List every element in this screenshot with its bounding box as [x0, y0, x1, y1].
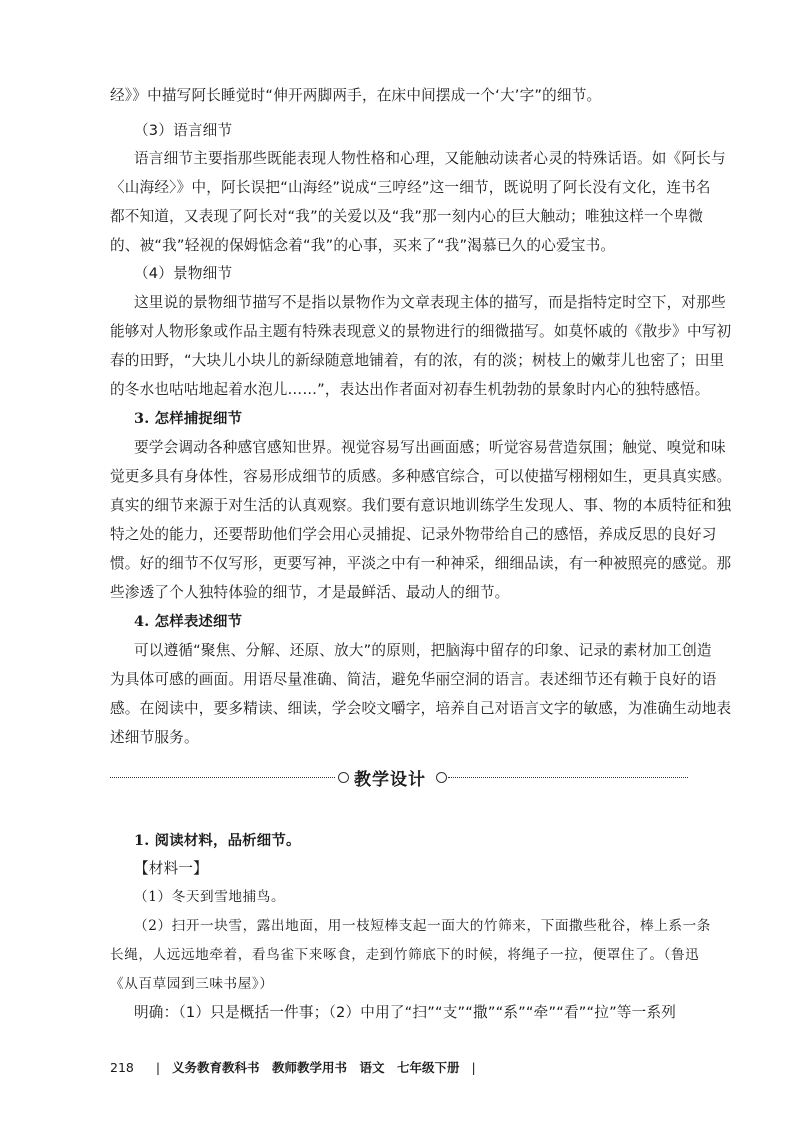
paragraph-line: 这里说的景物细节描写不是指以景物作为文章表现主体的描写，而是指特定时空下，对那些 — [134, 294, 726, 311]
heading-how-to-express: 4. 怎样表述细节 — [134, 613, 243, 630]
material-label: 【材料一】 — [134, 860, 208, 877]
paragraph-line: 述细节服务。 — [110, 729, 199, 746]
paragraph-line: 惯。好的细节不仅写形，更要写神，平淡之中有一种神采，细细品读，有一种被照亮的感觉。那 — [110, 555, 732, 572]
paragraph-line: 觉更多具有身体性，容易形成细节的质感。多种感官综合，可以使描写栩栩如生，更具真实感。 — [110, 468, 732, 485]
material-line: 《从百草园到三味书屋》） — [110, 976, 274, 992]
paragraph-line: 语言细节主要指那些既能表现人物性格和心理，又能触动读者心灵的特殊话语。如《阿长与 — [134, 150, 726, 167]
paragraph-line: 特之处的能力，还要帮助他们学会用心灵捕捉、记录外物带给自己的感悟，养成反思的良好习 — [110, 526, 717, 543]
clarification-line: 明确：（1）只是概括一件事；（2）中用了“扫”“支”“撒”“系”“牵”“看”“拉”等一系列 — [134, 1004, 677, 1021]
paragraph-line: 都不知道，又表现了阿长对“我”的关爱以及“我”那一刻内心的巨大触动；唯独这样一个卑微 — [110, 208, 704, 225]
material-line: （1）冬天到雪地捕鸟。 — [134, 889, 286, 905]
subheading-language-detail: （3）语言细节 — [134, 122, 233, 139]
paragraph-line: 经》》中描写阿长睡觉时“伸开两脚两手，在床中间摆成一个‘大’字”的细节。 — [110, 87, 602, 104]
paragraph-line: 的、被“我”轻视的保姆惦念着“我”的心事，买来了“我”渴慕已久的心爱宝书。 — [110, 237, 616, 254]
page-footer — [110, 1058, 484, 1076]
section-title: 教学设计 — [354, 770, 426, 790]
paragraph-line: 〈山海经〉》中，阿长误把“山海经”说成“三哼经”这一细节，既说明了阿长没有文化，连书名 — [110, 179, 711, 196]
paragraph-line: 感。在阅读中，要多精读、细读，学会咬文嚼字，培养自己对语言文字的敏感，为准确生动地表 — [110, 700, 732, 717]
paragraph-line: 要学会调动各种感官感知世界。视觉容易写出画面感；听觉容易营造氛围；触觉、嗅觉和味 — [134, 439, 726, 456]
paragraph-line: 真实的细节来源于对生活的认真观察。我们要有意识地训练学生发现人、事、物的本质特征和独 — [110, 497, 732, 514]
paragraph-line: 春的田野，“大块儿小块儿的新绿随意地铺着，有的浓，有的淡；树枝上的嫩芽儿也密了；田里 — [110, 352, 725, 369]
footer-separator: | — [471, 1060, 476, 1075]
page-number: 218 — [110, 1060, 134, 1075]
material-line: （2）扫开一块雪，露出地面，用一枝短棒支起一面大的竹筛来，下面撒些秕谷，棒上系一条 — [134, 918, 711, 934]
divider-dotted-rule-left — [110, 777, 335, 778]
paragraph-line: 些渗透了个人独特体验的细节，才是最鲜活、最动人的细节。 — [110, 584, 510, 601]
paragraph-line: 为具体可感的画面。用语尽量准确、简洁，避免华丽空洞的语言。表述细节还有赖于良好的语 — [110, 671, 717, 688]
paragraph-line: 可以遵循“聚焦、分解、还原、放大”的原则，把脑海中留存的印象、记录的素材加工创造 — [134, 642, 712, 659]
divider-circle-icon — [436, 772, 447, 783]
subheading-scene-detail: （4）景物细节 — [134, 265, 233, 282]
section-divider — [110, 766, 688, 790]
paragraph-line: 的冬水也咕咕地起着水泡儿……”，表达出作者面对初春生机勃勃的景象时内心的独特感悟。 — [110, 381, 710, 398]
heading-how-to-capture: 3. 怎样捕捉细节 — [134, 410, 243, 427]
paragraph-line: 能够对人物形象或作品主题有特殊表现意义的景物进行的细微描写。如莫怀戚的《散步》中写初 — [110, 323, 732, 340]
footer-separator: | — [155, 1060, 161, 1075]
divider-dotted-rule-right — [448, 777, 688, 778]
material-line: 长绳，人远远地牵着，看鸟雀下来啄食，走到竹筛底下的时候，将绳子一拉，便罩住了。（鲁迅 — [110, 947, 700, 963]
heading-read-material: 1. 阅读材料，品析细节。 — [134, 832, 301, 849]
divider-circle-icon — [338, 772, 349, 783]
book-title: 义务教育教科书 教师教学用书 语文 七年级下册 — [172, 1060, 460, 1075]
